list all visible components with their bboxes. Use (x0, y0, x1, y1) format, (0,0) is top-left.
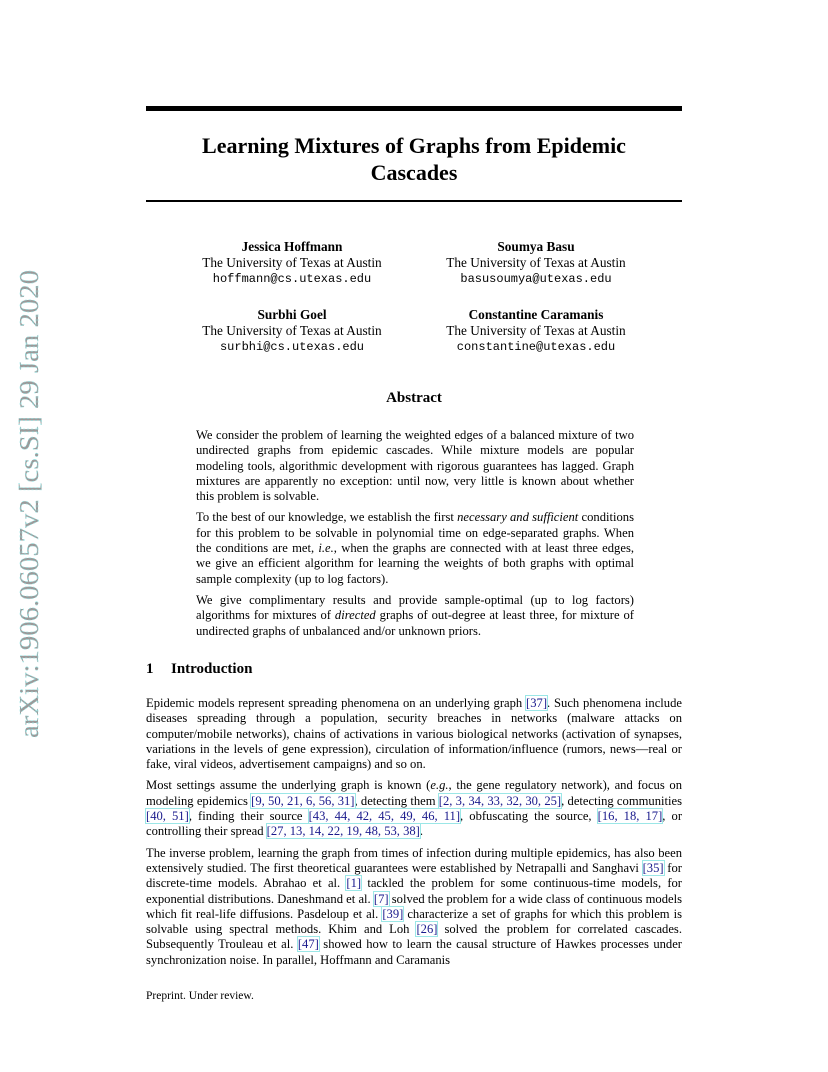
abstract-body (196, 428, 634, 645)
section-heading-introduction (146, 661, 252, 678)
citation-link[interactable]: [2, 3, 34, 33, 32, 30, 25] (438, 793, 562, 808)
author-name: Constantine Caramanis (468, 307, 604, 322)
title-line-1: Learning Mixtures of Graphs from Epidemic (202, 133, 626, 158)
author-name: Soumya Basu (497, 239, 575, 254)
author-email[interactable]: constantine@utexas.edu (456, 340, 616, 354)
title-rule-top (146, 106, 682, 111)
author-name: Surbhi Goel (257, 307, 327, 322)
citation-link[interactable]: [26] (416, 922, 438, 937)
author-affiliation: The University of Texas at Austin (202, 255, 382, 270)
author-affiliation: The University of Texas at Austin (202, 323, 382, 338)
section-number: 1 (146, 661, 154, 677)
introduction-body (146, 696, 682, 974)
title-line-2: Cascades (370, 160, 458, 185)
author-affiliation: The University of Texas at Austin (446, 323, 626, 338)
section-title: Introduction (171, 661, 253, 677)
title-rule-bottom (146, 200, 682, 202)
author-block (416, 239, 656, 287)
citation-link[interactable]: [9, 50, 21, 6, 56, 31] (251, 793, 355, 808)
author-block (416, 307, 656, 355)
citation-link[interactable]: [7] (373, 891, 389, 906)
author-email[interactable]: hoffmann@cs.utexas.edu (212, 272, 372, 286)
arxiv-id-text: arXiv:1906.06057v2 [cs.SI] 29 Jan 2020 (14, 298, 44, 738)
citation-link[interactable]: [40, 51] (146, 809, 189, 824)
citation-link[interactable]: [39] (382, 906, 404, 921)
citation-link[interactable]: [35] (642, 860, 664, 875)
citation-link[interactable]: [43, 44, 42, 45, 49, 46, 11] (308, 809, 461, 824)
intro-paragraph: Most settings assume the underlying graph is known (e.g., the gene regulatory network), and focus on modeling epidemics [9, 50, 21, 6, 56, 31], detecting them [2, 3, 34, 33, 32, 30, 25], detecting communities [40, 51], finding their source [43, 44, 42, 45, 49, 46, 11], obfuscating the source, [16, 18, 17], or controlling their spread [27, 13, 14, 22, 19, 48, 53, 38]. (146, 778, 683, 839)
author-name: Jessica Hoffmann (241, 239, 343, 254)
author-affiliation: The University of Texas at Austin (446, 255, 626, 270)
intro-paragraph: Epidemic models represent spreading phenomena on an underlying graph [37]. Such phenomena include diseases spreading through a population, security breaches in networks (malware attacks on computer/mobile networks), chains of activations in various biological networks (activation of synapses, variations in the levels of gene expression), circulation of information/influence (rumors, news—real or fake, viral videos, advertisement campaigns) and so on. (146, 696, 682, 772)
abstract-paragraph: We give complimentary results and provide sample-optimal (up to log factors) algorithms for mixtures of directed graphs of out-degree at least three, for mixture of undirected graphs of unbalanced and/or unknown priors. (196, 592, 634, 638)
arxiv-stamp (8, 268, 46, 738)
abstract-paragraph: We consider the problem of learning the weighted edges of a balanced mixture of two undirected graphs from epidemic cascades. While mixture models are popular modeling tools, algorithmic development with rigorous guarantees has lagged. Graph mixtures are apparently no exception: until now, very little is known about whether this problem is solvable. (196, 428, 634, 504)
author-email[interactable]: basusoumya@utexas.edu (460, 272, 612, 286)
author-block (172, 307, 412, 355)
citation-link[interactable]: [1] (346, 876, 362, 891)
footer-note: Preprint. Under review. (146, 990, 254, 1002)
citation-link[interactable]: [27, 13, 14, 22, 19, 48, 53, 38] (266, 824, 420, 839)
author-block (172, 239, 412, 287)
paper-title (146, 132, 682, 186)
citation-link[interactable]: [37] (526, 696, 548, 710)
citation-link[interactable]: [47] (297, 937, 319, 952)
citation-link[interactable]: [16, 18, 17] (597, 809, 663, 824)
abstract-paragraph: To the best of our knowledge, we establish the first necessary and sufficient conditions for this problem to be solvable in polynomial time on edge-separated graphs. When the conditions are met, i.e., when the graphs are connected with at least three edges, we give an efficient algorithm for learning the weights of both graphs with optimal sample complexity (up to log factors). (196, 510, 634, 586)
abstract-heading: Abstract (386, 390, 442, 406)
author-email[interactable]: surbhi@cs.utexas.edu (219, 340, 365, 354)
intro-paragraph: The inverse problem, learning the graph from times of infection during multiple epidemics, has also been extensively studied. The first theoretical guarantees were established by Netrapalli and Sanghavi [35] for discrete-time models. Abrahao et al. [1] tackled the problem for some continuous-time models, for exponential distributions. Daneshmand et al. [7] solved the problem for a wide class of continuous models which fit real-life diffusions. Pasdeloup et al. [39] characterize a set of graphs for which this problem is solvable using spectral methods. Khim and Loh [26] solved the problem for correlated cascades. Subsequently Trouleau et al. [47] showed how to learn the causal structure of Hawkes processes under synchronization noise. In parallel, Hoffmann and Caramanis (146, 845, 683, 967)
